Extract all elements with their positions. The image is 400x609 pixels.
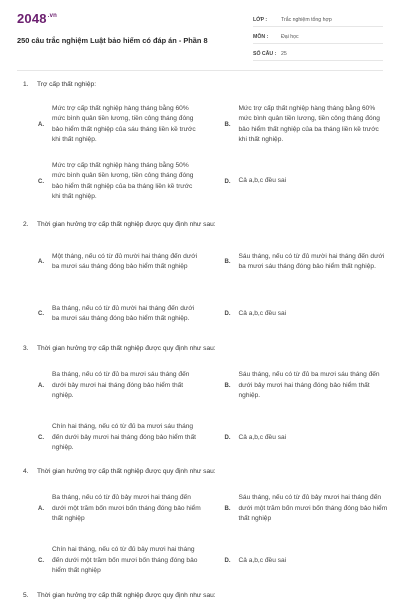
header-divider xyxy=(17,70,383,71)
option-d[interactable] xyxy=(225,535,400,587)
option-b[interactable] xyxy=(225,483,400,535)
question-3 xyxy=(0,342,400,465)
logo-tld: .vn xyxy=(48,13,57,19)
option-letter: C. xyxy=(38,435,52,441)
option-letter: A. xyxy=(38,383,52,389)
question-header xyxy=(0,342,400,356)
question-number: 2. xyxy=(23,218,37,232)
page-header xyxy=(0,0,400,70)
option-c[interactable] xyxy=(38,535,214,587)
option-b[interactable] xyxy=(225,96,400,153)
answer-options xyxy=(0,483,400,587)
option-b[interactable] xyxy=(225,236,400,288)
option-a[interactable] xyxy=(38,236,214,288)
question-header xyxy=(0,465,400,479)
option-letter: A. xyxy=(38,122,52,128)
option-text: Cả a,b,c đều sai xyxy=(239,433,389,444)
option-letter: B. xyxy=(225,383,239,389)
option-a[interactable] xyxy=(38,483,214,535)
question-header xyxy=(0,218,400,232)
option-letter: C. xyxy=(38,311,52,317)
option-letter: D. xyxy=(225,435,239,441)
option-letter: A. xyxy=(38,259,52,265)
option-letter: A. xyxy=(38,506,52,512)
question-header xyxy=(0,78,400,92)
option-d[interactable] xyxy=(225,288,400,340)
option-letter: B. xyxy=(225,259,239,265)
option-text: Một tháng, nếu có từ đủ mười hai tháng đến dưới ba mươi sáu tháng đóng bảo hiểm thất nghiệp xyxy=(52,252,202,273)
question-number: 1. xyxy=(23,78,37,92)
option-b[interactable] xyxy=(225,360,400,412)
site-logo[interactable] xyxy=(17,11,57,26)
option-c[interactable] xyxy=(38,412,214,464)
meta-value: Đại học xyxy=(281,31,299,43)
answer-options xyxy=(0,96,400,210)
option-text: Chín hai tháng, nếu có từ đủ bảy mươi hai tháng đến dưới một trăm bốn mươi bốn tháng đóng bảo hiểm thất nghiệp xyxy=(52,545,202,577)
question-stem: Thời gian hưởng trợ cấp thất nghiệp được quy định như sau: xyxy=(37,342,400,356)
meta-value: Trắc nghiệm tổng hợp xyxy=(281,14,332,26)
question-stem: Thời gian hưởng trợ cấp thất nghiệp được quy định như sau: xyxy=(37,218,400,232)
option-c[interactable] xyxy=(38,153,214,210)
option-text: Sáu tháng, nếu có từ đủ ba mươi sáu tháng đến dưới bảy mươi hai tháng đóng bảo hiểm thất nghiệp. xyxy=(239,370,389,402)
answer-options xyxy=(0,360,400,464)
option-text: Cả a,b,c đều sai xyxy=(239,176,389,187)
question-header xyxy=(0,589,400,603)
option-letter: D. xyxy=(225,179,239,185)
question-list xyxy=(0,78,400,609)
question-5 xyxy=(0,589,400,609)
meta-value: 25 xyxy=(281,48,287,60)
option-text: Cả a,b,c đều sai xyxy=(239,309,389,320)
meta-label: LỚP : xyxy=(253,14,281,26)
option-text: Mức trợ cấp thất nghiệp hàng tháng bằng 50% mức bình quân tiền lương, tiền công tháng đóng bảo hiểm thất nghiệp của ba tháng liền kề trước khi thất nghiệp. xyxy=(52,161,202,203)
meta-label: MÔN : xyxy=(253,31,281,43)
option-letter: D. xyxy=(225,558,239,564)
meta-row-count xyxy=(253,48,383,61)
option-a[interactable] xyxy=(38,96,214,153)
meta-row-subject xyxy=(253,31,383,44)
question-stem: Trợ cấp thất nghiệp: xyxy=(37,78,400,92)
option-text: Ba tháng, nếu có từ đủ bảy mươi hai tháng đến dưới một trăm bốn mươi bốn tháng đóng bảo hiểm thất nghiệp xyxy=(52,493,202,525)
option-text: Cả a,b,c đều sai xyxy=(239,556,389,567)
option-letter: D. xyxy=(225,311,239,317)
option-text: Sáu tháng, nếu có từ đủ mười hai tháng đến dưới ba mươi sáu tháng đóng bảo hiểm thất nghiệp. xyxy=(239,252,389,273)
option-d[interactable] xyxy=(225,412,400,464)
option-letter: C. xyxy=(38,179,52,185)
meta-row-class xyxy=(253,14,383,27)
logo-main: 2048 xyxy=(17,11,47,26)
option-letter: B. xyxy=(225,506,239,512)
option-d[interactable] xyxy=(225,153,400,210)
meta-label: SỐ CÂU : xyxy=(253,48,281,60)
question-stem: Thời gian hưởng trợ cấp thất nghiệp được quy định như sau: xyxy=(37,465,400,479)
option-a[interactable] xyxy=(38,360,214,412)
question-number: 4. xyxy=(23,465,37,479)
option-text: Mức trợ cấp thất nghiệp hàng tháng bằng 60% mức bình quân tiền lương, tiền công tháng đóng bảo hiểm thất nghiệp của sáu tháng liền kề trước khi thất nghiệp. xyxy=(52,104,202,146)
question-2 xyxy=(0,218,400,342)
option-letter: C. xyxy=(38,558,52,564)
option-c[interactable] xyxy=(38,288,214,340)
option-letter: B. xyxy=(225,122,239,128)
option-text: Mức trợ cấp thất nghiệp hàng tháng bằng 60% mức bình quân tiền lương, tiền công tháng đóng bảo hiểm thất nghiệp của ba tháng liền kề trước khi thất nghiệp. xyxy=(239,104,389,146)
question-1 xyxy=(0,78,400,218)
document-title: 250 câu trắc nghiệm Luật bảo hiểm có đáp án - Phần 8 xyxy=(17,36,237,45)
option-text: Ba tháng, nếu có từ đủ mười hai tháng đến dưới ba mươi sáu tháng đóng bảo hiểm thất nghiệp. xyxy=(52,304,202,325)
option-text: Ba tháng, nếu có từ đủ ba mươi sáu tháng đến dưới bảy mươi hai tháng đóng bảo hiểm thất nghiệp. xyxy=(52,370,202,402)
question-4 xyxy=(0,465,400,589)
question-number: 3. xyxy=(23,342,37,356)
meta-info xyxy=(253,14,383,65)
option-text: Chín hai tháng, nếu có từ đủ ba mươi sáu tháng đến dưới bảy mươi hai tháng đóng bảo hiểm thất nghiệp. xyxy=(52,422,202,454)
option-text: Sáu tháng, nếu có từ đủ bảy mươi hai tháng đến dưới một trăm bốn mươi bốn tháng đóng bảo hiểm thất nghiệp xyxy=(239,493,389,525)
question-number: 5. xyxy=(23,589,37,603)
question-stem: Thời gian hưởng trợ cấp thất nghiệp được quy định như sau: xyxy=(37,589,400,603)
answer-options xyxy=(0,236,400,340)
